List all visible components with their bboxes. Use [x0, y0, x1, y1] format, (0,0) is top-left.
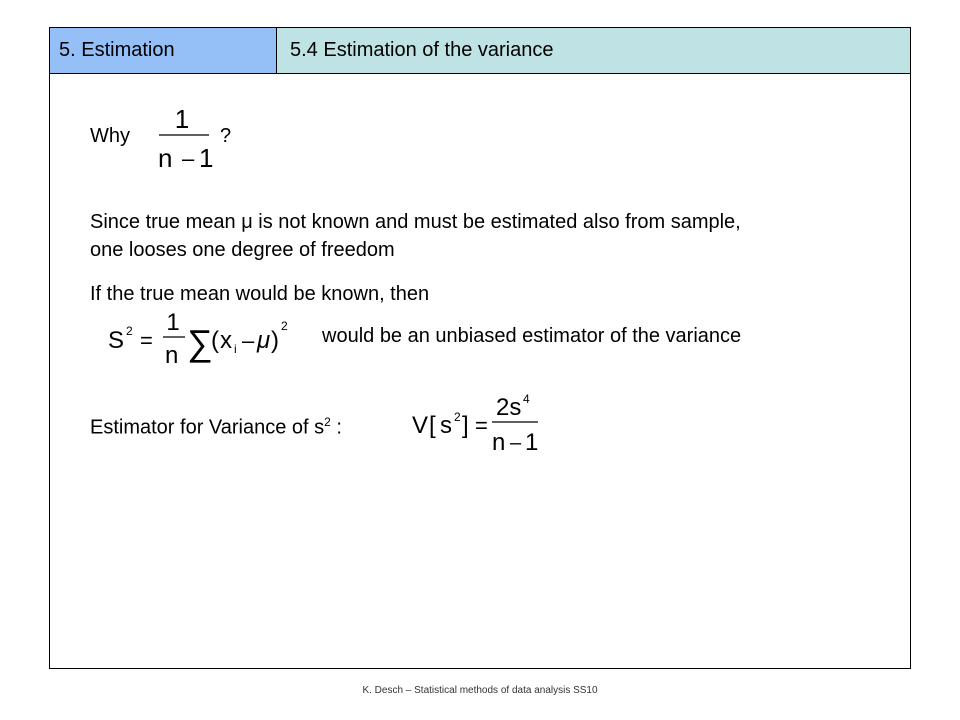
why-question-mark: ? [220, 125, 232, 147]
formula-unbiased-estimator [105, 308, 300, 370]
f2-s: s [440, 412, 452, 439]
f1-x: x [220, 327, 232, 354]
f2-lbracket: [ [429, 412, 436, 439]
formula1-description: would be an unbiased estimator of the variance [322, 325, 742, 347]
footer-credit: K. Desch – Statistical methods of data analysis SS10 [362, 685, 598, 696]
f1-sum: ∑ [187, 322, 213, 363]
estimator-label [90, 410, 342, 440]
explanation-line-1: Since true mean μ is not known and must be estimated also from sample, [90, 211, 741, 233]
explanation-line-3: If the true mean would be known, then [90, 283, 430, 305]
f2-den-1: 1 [525, 429, 539, 456]
why-fraction-den-1: 1 [199, 143, 214, 173]
f1-mu: μ [257, 327, 271, 354]
f2-V: V [412, 412, 429, 439]
why-fraction-numerator: 1 [174, 104, 190, 134]
f1-num: 1 [166, 309, 180, 336]
f2-den-n: n [492, 429, 506, 456]
f1-sq: 2 [281, 319, 288, 333]
f2-rbracket: ] [462, 412, 469, 439]
why-fraction-den-n: n [158, 143, 173, 173]
why-fraction [155, 100, 215, 180]
f2-exp: 2 [454, 410, 461, 424]
estimator-label-text: Estimator for Variance of s [90, 416, 325, 439]
f1-sub: i [234, 342, 237, 356]
f1-S: S [108, 327, 125, 354]
why-label: Why [90, 125, 130, 147]
formula-variance-of-s2 [410, 388, 545, 458]
section-title: 5.4 Estimation of the variance [290, 39, 554, 61]
f2-num-exp: 4 [523, 392, 530, 406]
f1-eq: = [140, 328, 153, 353]
f2-den-op: – [510, 432, 522, 454]
f1-exp: 2 [126, 324, 133, 338]
chapter-title: 5. Estimation [59, 39, 175, 61]
header-chapter-box [50, 28, 277, 74]
f1-den: n [165, 342, 179, 369]
f2-eq: = [475, 413, 488, 438]
estimator-label-colon: : [330, 416, 342, 439]
f2-num: 2s [496, 394, 522, 421]
estimator-label-sup: 2 [324, 415, 331, 429]
explanation-line-2: one looses one degree of freedom [90, 239, 395, 261]
header-section-box [277, 28, 910, 74]
f1-close: ) [271, 327, 279, 354]
why-fraction-den-op: – [182, 146, 195, 171]
f1-open: ( [211, 327, 219, 354]
f1-minus: – [242, 328, 255, 353]
